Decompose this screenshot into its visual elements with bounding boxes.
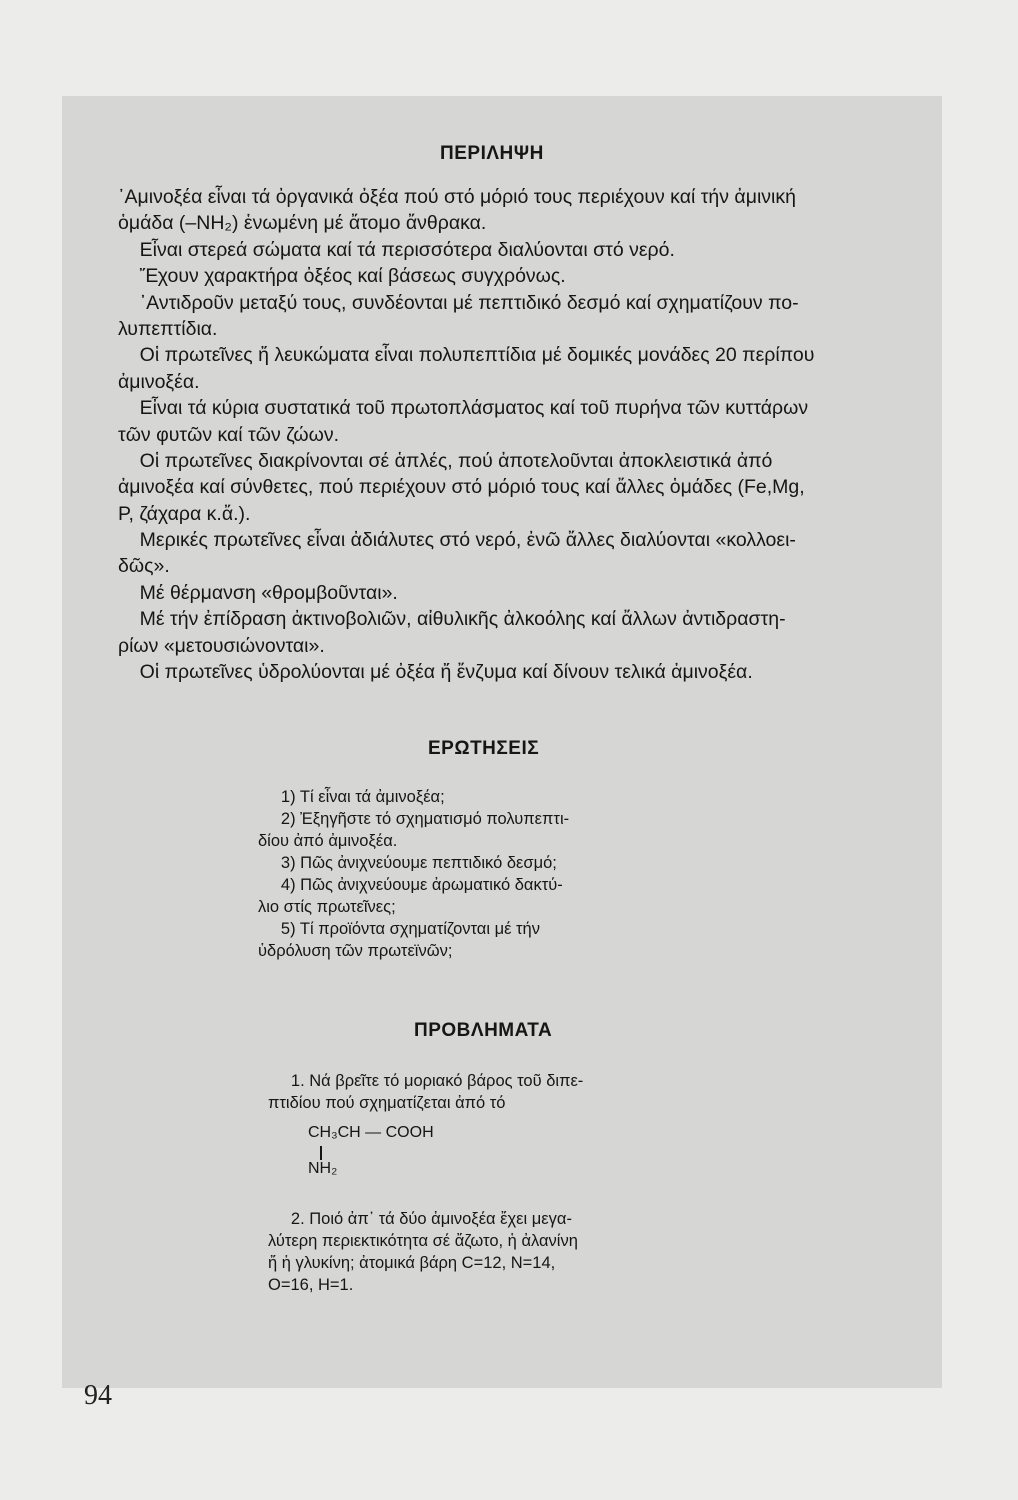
- problem-2: [268, 1208, 578, 1296]
- summary-line: ἀμινοξέα καί σύνθετες, πού περιέχουν στό μόριό τους καί ἄλλες ὁμάδες (Fe,Mg,: [118, 476, 805, 499]
- summary-line: ρίων «μετουσιώνονται».: [118, 634, 325, 657]
- summary-line: ᾿Αμινοξέα εἶναι τά ὀργανικά ὀξέα πού στό μόριό τους περιέχουν καί τήν ἀμινική: [118, 186, 796, 208]
- summary-line: ὁμάδα (–NH₂) ἑνωμένη μέ ἄτομο ἄνθρακα.: [118, 212, 487, 235]
- problem-line: 1. Νά βρεῖτε τό μοριακό βάρος τοῦ διπε-: [268, 1072, 584, 1090]
- summary-line: Μέ θέρμανση «θρομβοῦνται».: [118, 581, 398, 604]
- page-number: 94: [84, 1380, 112, 1411]
- summary-line: Μέ τήν ἐπίδραση ἀκτινοβολιῶν, αἰθυλικῆς ἀλκοόλης καί ἄλλων ἀντιδραστη-: [118, 608, 786, 631]
- problem-1: [268, 1070, 583, 1114]
- summary-line: P, ζάχαρα κ.ἄ.).: [118, 502, 251, 525]
- question-line: δίου ἀπό ἀμινοξέα.: [258, 832, 398, 850]
- question-line: 4) Πῶς ἀνιχνεύουμε ἀρωματικό δακτύ-: [258, 876, 563, 894]
- summary-line: Μερικές πρωτεῖνες εἶναι ἀδιάλυτες στό νερό, ἐνῶ ἄλλες διαλύονται «κολλοει-: [118, 529, 796, 552]
- problem-line: ἤ ἡ γλυκίνη; ἀτομικά βάρη C=12, N=14,: [268, 1254, 556, 1272]
- summary-line: ἀμινοξέα.: [118, 370, 200, 393]
- summary-text: [118, 184, 814, 685]
- summary-line: Εἶναι στερεά σώματα καί τά περισσότερα διαλύονται στό νερό.: [118, 238, 675, 261]
- problem-line: O=16, H=1.: [268, 1276, 354, 1294]
- questions-list: [258, 786, 569, 962]
- summary-line: τῶν φυτῶν καί τῶν ζώων.: [118, 423, 340, 446]
- question-line: 1) Τί εἶναι τά ἀμινοξέα;: [258, 788, 445, 806]
- questions-title: ΕΡΩΤΗΣΕΙΣ: [428, 738, 540, 759]
- summary-title: ΠΕΡΙΛΗΨΗ: [440, 143, 544, 164]
- summary-line: Εἶναι τά κύρια συστατικά τοῦ πρωτοπλάσματος καί τοῦ πυρήνα τῶν κυττάρων: [118, 397, 809, 420]
- question-line: 2) Ἐξηγῆστε τό σχηματισμό πολυπεπτι-: [258, 810, 570, 828]
- formula-main: CH₃CH — COOH: [308, 1124, 434, 1141]
- question-line: 3) Πῶς ἀνιχνεύουμε πεπτιδικό δεσμό;: [258, 854, 557, 872]
- page-content: [118, 0, 948, 1500]
- problem-line: πτιδίου πού σχηματίζεται ἀπό τό: [268, 1094, 506, 1112]
- summary-line: Οἱ πρωτεῖνες ὑδρολύονται μέ ὀξέα ἤ ἔνζυμα καί δίνουν τελικά ἀμινοξέα.: [118, 661, 753, 684]
- problem-line: λύτερη περιεκτικότητα σέ ἄζωτο, ἡ ἀλανίνη: [268, 1232, 578, 1250]
- summary-line: δῶς».: [118, 555, 170, 578]
- question-line: 5) Τί προϊόντα σχηματίζονται μέ τήν: [258, 920, 540, 938]
- summary-line: ᾿Αντιδροῦν μεταξύ τους, συνδέονται μέ πεπτιδικό δεσμό καί σχηματίζουν πο-: [118, 291, 799, 314]
- summary-line: Ἔχουν χαρακτήρα ὀξέος καί βάσεως συγχρόνως.: [118, 265, 566, 288]
- alanine-formula: [308, 1124, 508, 1184]
- formula-substituent: NH₂: [308, 1160, 338, 1177]
- formula-bond: [320, 1146, 322, 1160]
- summary-line: λυπεπτίδια.: [118, 317, 218, 340]
- question-line: λιο στίς πρωτεῖνες;: [258, 898, 396, 916]
- summary-line: Οἱ πρωτεῖνες διακρίνονται σέ ἁπλές, πού ἀποτελοῦνται ἀποκλειστικά ἀπό: [118, 449, 773, 472]
- question-line: ὑδρόλυση τῶν πρωτεϊνῶν;: [258, 942, 453, 960]
- problems-title: ΠΡΟΒΛΗΜΑΤΑ: [414, 1020, 553, 1041]
- problem-line: 2. Ποιό ἀπ᾿ τά δύο ἀμινοξέα ἔχει μεγα-: [268, 1210, 572, 1228]
- summary-line: Οἱ πρωτεῖνες ἤ λευκώματα εἶναι πολυπεπτίδια μέ δομικές μονάδες 20 περίπου: [118, 344, 815, 367]
